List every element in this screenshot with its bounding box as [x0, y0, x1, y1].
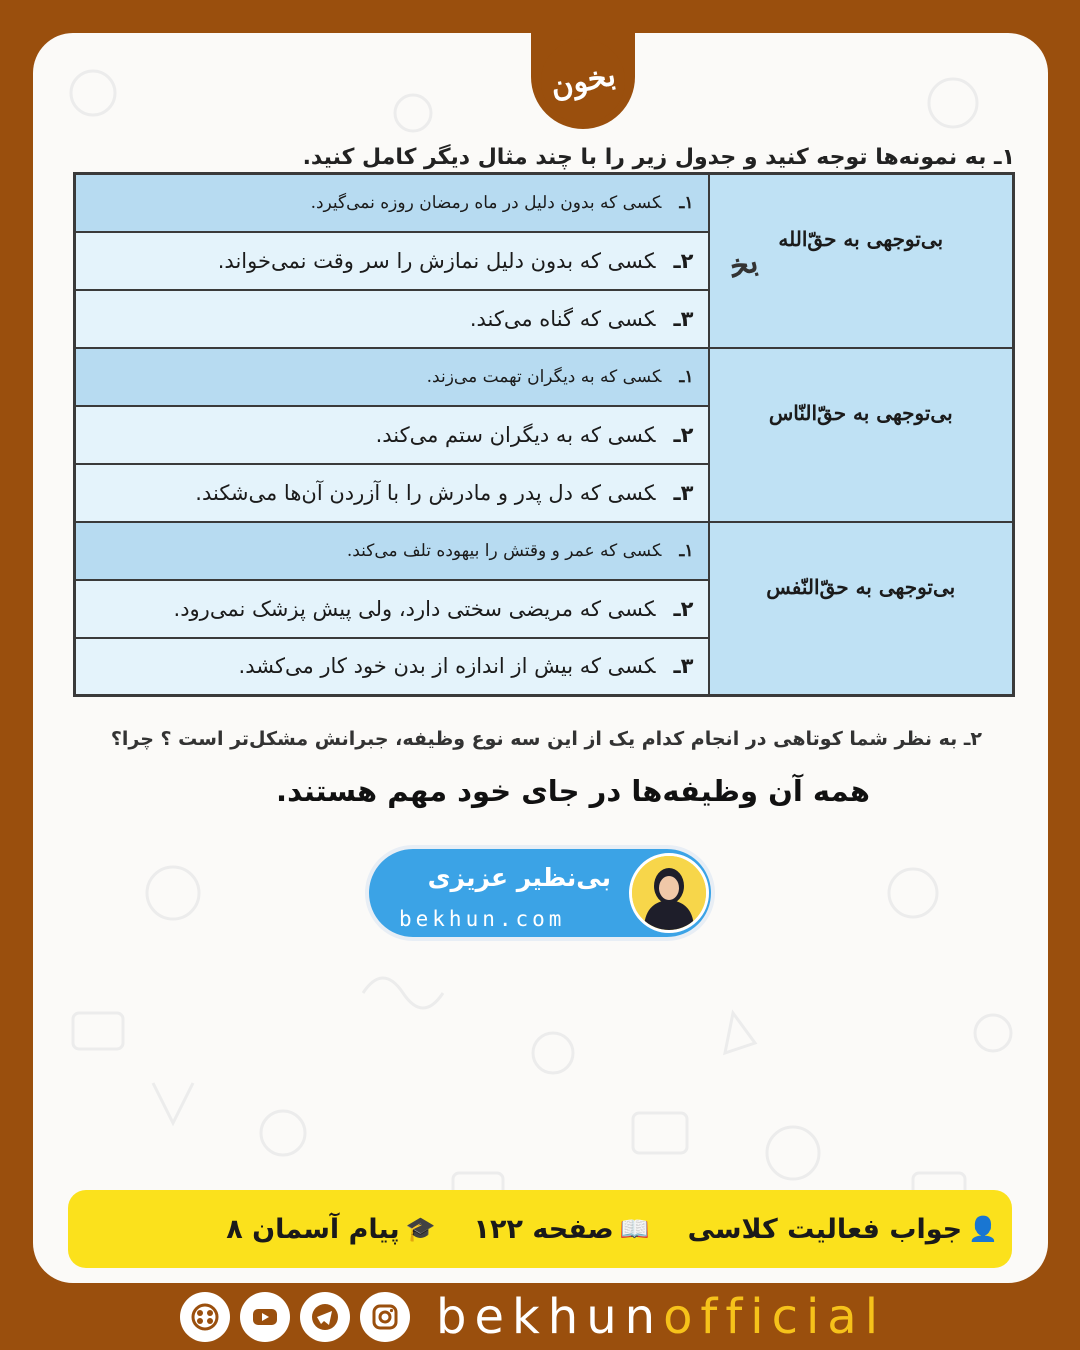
example-cell: [75, 406, 709, 464]
instagram-icon[interactable]: [360, 1292, 410, 1342]
table-row: [75, 522, 1014, 580]
row-number: ۲ـ: [673, 596, 694, 621]
book-label: پیام آسمان ۸: [226, 1213, 400, 1245]
category-label: بی‌توجهی به حقّ‌النّاس: [768, 400, 953, 425]
row-number: ۳ـ: [673, 306, 694, 331]
example-text: کسی که عمر و وقتش را بیهوده تلف می‌کند.: [346, 540, 662, 561]
author-avatar: [629, 853, 709, 933]
book-segment: [226, 1214, 435, 1245]
brand-logo: بخون: [533, 33, 633, 131]
row-number: ۱ـ: [679, 192, 694, 213]
example-text: کسی که مریضی سختی دارد، ولی پیش پزشک نمی‌رود.: [173, 596, 656, 621]
brand-watermark-icon: ﺑﺨ: [725, 244, 762, 285]
brand-logo-badge: [531, 33, 635, 129]
example-text: کسی که گناه می‌کند.: [469, 306, 656, 331]
example-text: کسی که به دیگران تهمت می‌زند.: [426, 366, 662, 387]
example-cell: [75, 464, 709, 522]
row-number: ۲ـ: [673, 248, 694, 273]
row-number: ۲ـ: [673, 422, 694, 447]
aparat-icon[interactable]: [180, 1292, 230, 1342]
activity-segment: [688, 1214, 998, 1245]
category-label: بی‌توجهی به حقّ‌الله: [778, 227, 944, 251]
page-segment: [474, 1214, 650, 1245]
example-cell: [75, 638, 709, 696]
author-name: بی‌نظیر عزیزی: [427, 863, 611, 892]
row-number: ۱ـ: [679, 540, 694, 561]
row-number: ۳ـ: [673, 654, 694, 679]
activity-label: جواب فعالیت کلاسی: [687, 1213, 963, 1245]
category-cell: [709, 348, 1014, 522]
example-text: کسی که به دیگران ستم می‌کند.: [375, 422, 656, 447]
category-cell: [709, 174, 1014, 348]
example-text: کسی که بیش از اندازه از بدن خود کار می‌کشد.: [238, 654, 656, 679]
example-cell: [75, 522, 709, 580]
avatar-portrait-icon: [632, 856, 706, 930]
row-number: ۱ـ: [679, 366, 694, 387]
example-cell: [75, 174, 709, 232]
brand-part-1: bekhun: [436, 1289, 664, 1345]
brand-handle[interactable]: [436, 1289, 887, 1345]
example-text: کسی که بدون دلیل نمازش را سر وقت نمی‌خواند.: [217, 248, 656, 273]
question-2: ۲ـ به نظر شما کوتاهی در انجام کدام یک از این سه نوع وظیفه، جبرانش مشکل‌تر است ؟ چرا؟: [110, 728, 982, 750]
example-cell: [75, 348, 709, 406]
example-text: کسی که بدون دلیل در ماه رمضان روزه نمی‌گیرد.: [310, 192, 662, 213]
category-cell: [709, 522, 1014, 696]
row-number: ۳ـ: [673, 480, 694, 505]
page-label: صفحه ۱۲۲: [473, 1213, 614, 1245]
book-icon: 📖: [619, 1215, 650, 1243]
social-footer: [180, 1288, 900, 1346]
example-cell: [75, 290, 709, 348]
youtube-icon[interactable]: [240, 1292, 290, 1342]
answer-text: همه آن وظیفه‌ها در جای خود مهم هستند.: [276, 774, 870, 808]
teacher-icon: 👤: [968, 1215, 998, 1243]
example-cell: [75, 232, 709, 290]
brand-part-2: official: [663, 1289, 887, 1345]
example-text: کسی که دل پدر و مادرش را با آزردن آن‌ها می‌شکند.: [195, 480, 656, 505]
table-row: [75, 348, 1014, 406]
graduation-cap-icon: 🎓: [405, 1215, 436, 1243]
example-cell: [75, 580, 709, 638]
author-site[interactable]: bekhun.com: [399, 907, 566, 931]
author-badge[interactable]: [365, 845, 715, 941]
category-label: بی‌توجهی به حقّ‌النّفس: [766, 574, 956, 599]
question-1: ۱ـ به نمونه‌ها توجه کنید و جدول زیر را با چند مثال دیگر کامل کنید.: [302, 145, 1015, 170]
table-row: [75, 174, 1014, 232]
telegram-icon[interactable]: [300, 1292, 350, 1342]
duties-table: [73, 172, 1015, 697]
info-bar: [68, 1190, 1012, 1268]
